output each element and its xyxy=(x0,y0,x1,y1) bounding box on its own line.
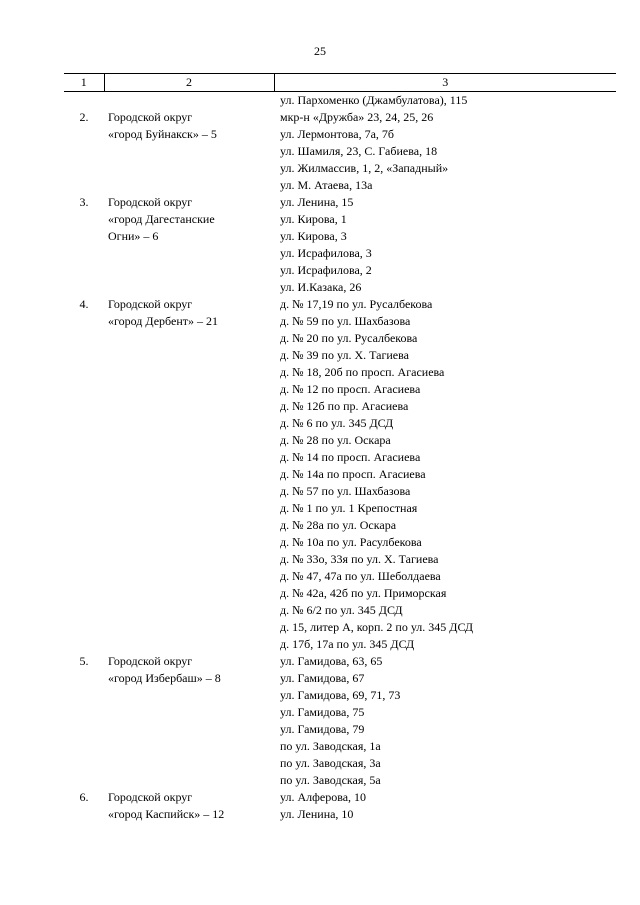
addresses-cell xyxy=(274,296,616,653)
address-item: д. № 17,19 по ул. Русалбекова xyxy=(280,297,433,311)
address-item: ул. Ленина, 15 xyxy=(280,195,354,209)
address-item: ул. М. Атаева, 13а xyxy=(280,178,373,192)
district-line: Городской округ xyxy=(108,110,193,124)
address-item: ул. Гамидова, 79 xyxy=(280,722,365,736)
row-number: 4. xyxy=(79,297,89,311)
address-item: д. № 14 по просп. Агасиева xyxy=(280,450,421,464)
addresses-cell xyxy=(274,653,616,789)
address-item: по ул. Заводская, 3а xyxy=(280,756,381,770)
address-item: ул. Кирова, 3 xyxy=(280,229,347,243)
address-item: д. № 12 по просп. Агасиева xyxy=(280,382,421,396)
address-item: ул. Исрафилова, 2 xyxy=(280,263,372,277)
header-row xyxy=(64,74,616,92)
address-item: ул. Пархоменко (Джамбулатова), 115 xyxy=(280,93,468,107)
address-item: д. № 39 по ул. Х. Тагиева xyxy=(280,348,409,362)
address-item: ул. Гамидова, 63, 65 xyxy=(280,654,383,668)
row-number: 6. xyxy=(79,790,89,804)
address-item: д. № 42а, 42б по ул. Приморская xyxy=(280,586,447,600)
district-line: «город Избербаш» – 8 xyxy=(108,671,221,685)
table-row xyxy=(64,653,616,789)
address-item: д. № 28а по ул. Оскара xyxy=(280,518,397,532)
row-number: 5. xyxy=(79,654,89,668)
header-col-1: 1 xyxy=(64,74,104,92)
table-header xyxy=(64,74,616,92)
address-item: ул. Гамидова, 75 xyxy=(280,705,365,719)
address-item: д. № 10а по ул. Расулбекова xyxy=(280,535,422,549)
address-item: д. № 33о, 33я по ул. Х. Тагиева xyxy=(280,552,439,566)
district-line: «город Буйнакск» – 5 xyxy=(108,127,217,141)
district-cell xyxy=(104,92,274,110)
address-item: ул. Исрафилова, 3 xyxy=(280,246,372,260)
address-item: ул. Гамидова, 69, 71, 73 xyxy=(280,688,401,702)
district-line: «город Дербент» – 21 xyxy=(108,314,218,328)
address-item: д. № 18, 20б по просп. Агасиева xyxy=(280,365,445,379)
address-item: д. № 57 по ул. Шахбазова xyxy=(280,484,411,498)
district-line: Огни» – 6 xyxy=(108,229,159,243)
table-row xyxy=(64,109,616,194)
address-item: по ул. Заводская, 1а xyxy=(280,739,381,753)
header-col-3: 3 xyxy=(274,74,616,92)
district-line: Городской округ xyxy=(108,654,193,668)
address-item: д. № 47, 47а по ул. Шеболдаева xyxy=(280,569,441,583)
district-cell xyxy=(104,789,274,823)
district-cell xyxy=(104,296,274,653)
table-body xyxy=(64,92,616,824)
table-row xyxy=(64,789,616,823)
address-item: д. № 1 по ул. 1 Крепостная xyxy=(280,501,418,515)
addresses-cell xyxy=(274,194,616,296)
address-item: по ул. Заводская, 5а xyxy=(280,773,381,787)
address-item: д. 17б, 17а по ул. 345 ДСД xyxy=(280,637,415,651)
district-cell xyxy=(104,109,274,194)
page-number: 25 xyxy=(314,44,326,58)
address-item: д. № 6 по ул. 345 ДСД xyxy=(280,416,394,430)
address-item: д. № 12б по пр. Агасиева xyxy=(280,399,409,413)
address-item: мкр-н «Дружба» 23, 24, 25, 26 xyxy=(280,110,434,124)
address-item: д. № 14а по просп. Агасиева xyxy=(280,467,426,481)
district-line: «город Дагестанские xyxy=(108,212,215,226)
addresses-cell xyxy=(274,109,616,194)
table-row xyxy=(64,296,616,653)
row-number: 2. xyxy=(79,110,89,124)
address-item: д. № 28 по ул. Оскара xyxy=(280,433,391,447)
table-row xyxy=(64,194,616,296)
row-number: 3. xyxy=(79,195,89,209)
district-cell xyxy=(104,194,274,296)
address-item: ул. И.Казака, 26 xyxy=(280,280,362,294)
address-item: ул. Жилмассив, 1, 2, «Западный» xyxy=(280,161,449,175)
district-line: Городской округ xyxy=(108,195,193,209)
address-item: ул. Кирова, 1 xyxy=(280,212,347,226)
district-line: Городской округ xyxy=(108,790,193,804)
address-item: ул. Шамиля, 23, С. Габиева, 18 xyxy=(280,144,438,158)
district-line: Городской округ xyxy=(108,297,193,311)
table-row xyxy=(64,92,616,110)
address-item: ул. Лермонтова, 7а, 7б xyxy=(280,127,395,141)
address-item: ул. Алферова, 10 xyxy=(280,790,367,804)
address-item: д. № 59 по ул. Шахбазова xyxy=(280,314,411,328)
addresses-cell xyxy=(274,789,616,823)
row-number xyxy=(64,92,104,110)
address-item: д. 15, литер А, корп. 2 по ул. 345 ДСД xyxy=(280,620,474,634)
address-item: ул. Гамидова, 67 xyxy=(280,671,365,685)
district-cell xyxy=(104,653,274,789)
address-item: ул. Ленина, 10 xyxy=(280,807,354,821)
district-line: «город Каспийск» – 12 xyxy=(108,807,225,821)
address-item: д. № 6/2 по ул. 345 ДСД xyxy=(280,603,403,617)
addresses-cell xyxy=(274,92,616,110)
header-col-2: 2 xyxy=(104,74,274,92)
address-item: д. № 20 по ул. Русалбекова xyxy=(280,331,418,345)
address-table xyxy=(64,73,616,823)
